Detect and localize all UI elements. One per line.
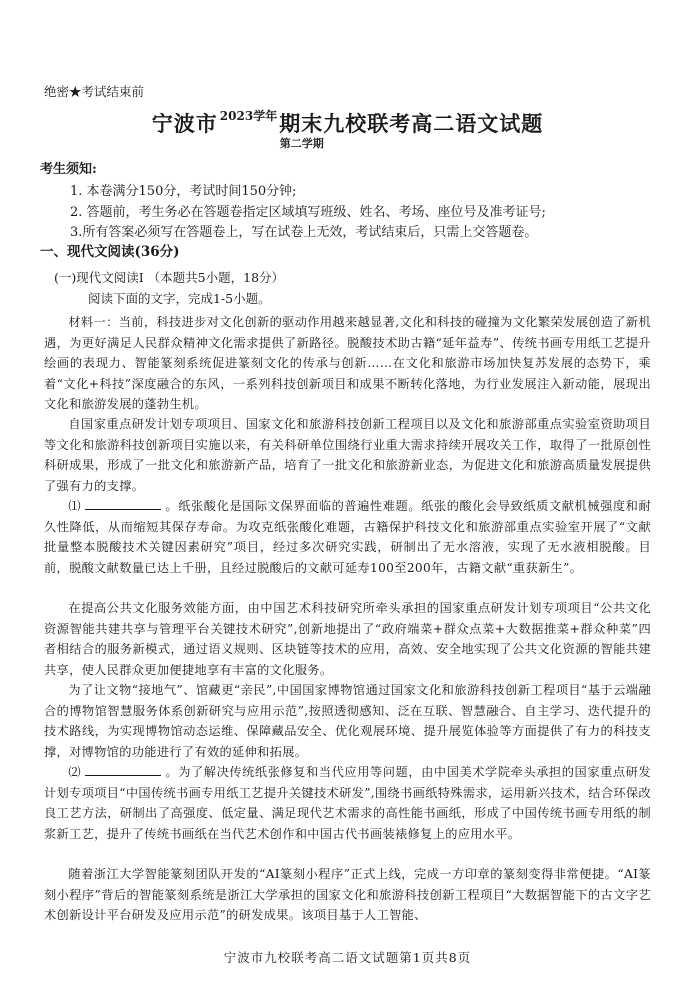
notice-item-1: 1. 本卷满分150分，考试时间150分钟; xyxy=(70,184,297,199)
paragraph-3-text: 。纸张酸化是国际文保界面临的普遍性难题。纸张的酸化会导致纸质文献机械强度和耐久性降低，从而缩短其保存寿命。为攻克纸张酸化难题，古籍保护科技文化和旅游部重点实验室开展了“文献批量整本脱酸技术关键因素研究”项目，经过多次研究实践，研制出了无水溶液，实现了无水液相脱酸。目前，脱酸文献数量已达上千册，且经过脱酸后的文献可延寿100至200年，古籍文献“重获新生”。 xyxy=(44,499,651,575)
section-heading: 一、现代文阅读(36分) xyxy=(40,244,180,260)
title-city: 宁波市 xyxy=(151,111,218,136)
title-year: 2023学年 xyxy=(219,109,278,123)
blank-number-1: ⑴ xyxy=(68,499,82,513)
paragraph-3 xyxy=(44,496,651,578)
paragraph-4: 在提高公共文化服务效能方面，由中国艺术科技研究所牵头承担的国家重点研发计划专项项目“公共文化资源智能共建共享与管理平台关键技术研究”,创新地提出了“政府端菜+群众点菜+大数据推菜+群众种菜”四者相结合的服务新模式，通过语义规则、区块链等技术的应用，高效、安全地实现了公共文化资源的智能共建共享，使人民群众更加便捷地享有丰富的文化服务。 xyxy=(44,601,651,677)
paragraph-5: 为了让文物“接地气”、馆藏更“亲民”,中国国家博物馆通过国家文化和旅游科技创新工程项目“基于云端融合的博物馆智慧服务体系创新研究与应用示范”,按照透彻感知、泛在互联、智慧融合、自主学习、迭代提升的技术路线，为实现博物馆动态运维、保障藏品安全、优化观展环境、提升展览体验等方面提供了有力的科技支撑，对博物馆的功能进行了有效的延伸和拓展。 xyxy=(44,683,651,759)
paragraph-material-1: 材料一：当前，科技进步对文化创新的驱动作用越来越显著,文化和科技的碰撞为文化繁荣发展创造了新机遇，为更好满足人民群众精神文化需求提供了新路径。脱酸技术助古籍“延年益寿”、传统书画专用纸工艺提升绘画的表现力、智能篆刻系统促进篆刻文化的传承与创新……在文化和旅游市场加快复苏发展的态势下，乘着“文化+科技”深度融合的东风，一系列科技创新项目和成果不断转化落地，为行业发展注入新动能，展现出文化和旅游发展的蓬勃生机。 xyxy=(44,315,651,412)
exam-title xyxy=(0,108,695,150)
notice-title: 考生须知: xyxy=(40,162,97,177)
paragraph-2: 自国家重点研发计划专项项目、国家文化和旅游科技创新工程项目以及文化和旅游部重点实验室资助项目等文化和旅游科技创新项目实施以来，有关科研单位围绕行业重大需求持续开展攻关工作，取得了一批原创性科研成果，形成了一批文化和旅游新产品，培育了一批文化和旅游新业态，为促进文化和旅游高质量发展提供了强有力的支撑。 xyxy=(44,417,651,493)
paragraph-6-text: 。为了解决传统纸张修复和当代应用等问题，由中国美术学院牵头承担的国家重点研发计划专项项目“中国传统书画专用纸工艺提升关键技术研发”,围绕书画纸特殊需求，运用新兴技术，结合环保改良工艺方法，研制出了高强度、低定量、满足现代艺术需求的高性能书画纸，形成了中国传统书画专用纸的制浆新工艺，提升了传统书画纸在当代艺术创作和中国古代书画装裱修复上的应用水平。 xyxy=(44,765,651,841)
paragraph-7: 随着浙江大学智能篆刻团队开发的“AI篆刻小程序”正式上线，完成一方印章的篆刻变得非常便捷。“AI篆刻小程序”背后的智能篆刻系统是浙江大学承担的国家文化和旅游科技创新工程项目“大数据智能下的古文字艺术创新设计平台研发及应用示范”的研发成果。该项目基于人工智能、 xyxy=(44,867,651,923)
notice-item-2: 2. 答题前，考生务必在答题卷指定区域填写班级、姓名、考场、座位号及准考证号; xyxy=(70,205,546,220)
reading-instruction: 阅读下面的文字，完成1-5小题。 xyxy=(88,291,271,306)
page-footer: 宁波市九校联考高二语文试题第1页共8页 xyxy=(223,950,472,965)
notice-item-3: 3.所有答案必须写在答题卷上，写在试卷上无效，考试结束后，只需上交答题卷。 xyxy=(70,225,538,240)
answer-blank-1 xyxy=(85,497,161,510)
paragraph-6 xyxy=(44,762,651,844)
confidential-label: 绝密★考试结束前 xyxy=(44,84,145,99)
subsection-heading: (一)现代文阅读I （本题共5小题，18分） xyxy=(54,270,285,285)
title-term: 第二学期 xyxy=(279,137,324,150)
answer-blank-2 xyxy=(85,763,161,776)
title-rest: 期末九校联考高二语文试题 xyxy=(279,111,544,136)
blank-number-2: ⑵ xyxy=(68,765,82,779)
